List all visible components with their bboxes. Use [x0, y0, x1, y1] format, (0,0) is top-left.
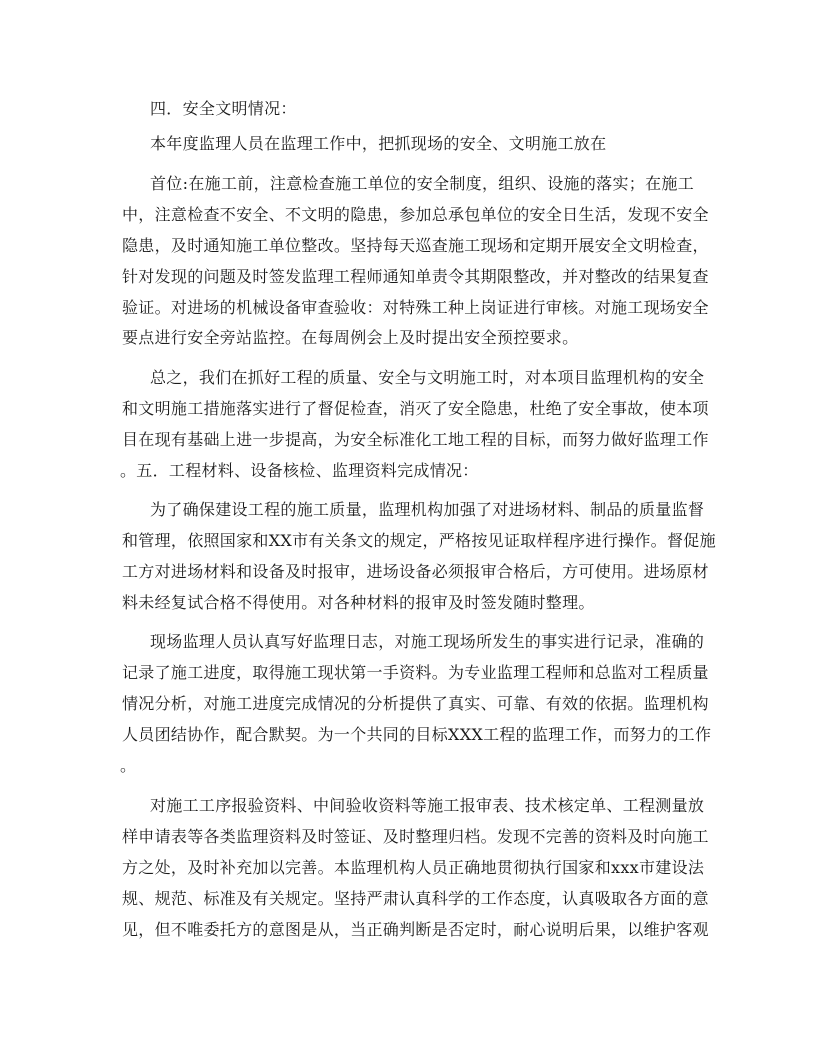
paragraph-line: 情况分析，对施工进度完成情况的分析提供了真实、可靠、有效的依据。监理机构	[122, 694, 709, 713]
paragraph-line: 和管理，依照国家和XX市有关条文的规定，严格按见证取样程序进行操作。督促施	[122, 531, 716, 550]
paragraph-line: 验证。对进场的机械设备审查验收：对特殊工种上岗证进行审核。对施工现场安全	[122, 298, 709, 317]
paragraph-line: 规、规范、标准及有关规定。坚持严肃认真科学的工作态度，认真吸取各方面的意	[122, 889, 709, 908]
section-heading-materials: 。五．工程材料、设备核检、监理资料完成情况：	[120, 461, 479, 480]
paragraph-line: 为了确保建设工程的施工质量，监理机构加强了对进场材料、制品的质量监督	[150, 500, 705, 519]
paragraph-line: 对施工工序报验资料、中间验收资料等施工报审表、技术核定单、工程测量放	[150, 796, 705, 815]
paragraph-line: 中，注意检查不安全、不文明的隐患，参加总承包单位的安全日生活，发现不安全	[122, 205, 709, 224]
paragraph-line: 和文明施工措施落实进行了督促检查，消灭了安全隐患，杜绝了安全事故，使本项	[122, 399, 709, 418]
paragraph-line: 。	[120, 756, 137, 775]
paragraph-line: 首位:在施工前，注意检查施工单位的安全制度，组织、设施的落实；在施工	[150, 174, 694, 193]
paragraph-line: 记录了施工进度，取得施工现状第一手资料。为专业监理工程师和总监对工程质量	[122, 663, 709, 682]
paragraph-line: 见，但不唯委托方的意图是从，当正确判断是否定时，耐心说明后果，以维护客观	[122, 920, 709, 939]
paragraph-line: 要点进行安全旁站监控。在每周例会上及时提出安全预控要求。	[122, 328, 579, 347]
paragraph-line: 目在现有基础上进一步提高，为安全标准化工地工程的目标，而努力做好监理工作	[122, 430, 709, 449]
paragraph-line: 总之，我们在抓好工程的质量、安全与文明施工时，对本项目监理机构的安全	[150, 368, 705, 387]
paragraph-line: 人员团结协作，配合默契。为一个共同的目标XXX工程的监理工作，而努力的工作	[122, 725, 712, 744]
paragraph-line: 隐患，及时通知施工单位整改。坚持每天巡查施工现场和定期开展安全文明检查，	[122, 236, 709, 255]
paragraph-line: 样申请表等各类监理资料及时签证、及时整理归档。发现不完善的资料及时向施工	[122, 827, 709, 846]
paragraph-line: 工方对进场材料和设备及时报审，进场设备必须报审合格后，方可使用。进场原材	[122, 562, 709, 581]
paragraph-line: 针对发现的问题及时签发监理工程师通知单责令其期限整改，并对整改的结果复查	[122, 267, 709, 286]
paragraph-line: 方之处，及时补充加以完善。本监理机构人员正确地贯彻执行国家和xxx市建设法	[122, 858, 705, 877]
paragraph-line: 料未经复试合格不得使用。对各种材料的报审及时签发随时整理。	[122, 593, 595, 612]
section-heading-safety: 四．安全文明情况：	[150, 99, 297, 118]
paragraph-line: 本年度监理人员在监理工作中，把抓现场的安全、文明施工放在	[150, 134, 607, 153]
paragraph-line: 现场监理人员认真写好监理日志，对施工现场所发生的事实进行记录，准确的	[150, 632, 705, 651]
